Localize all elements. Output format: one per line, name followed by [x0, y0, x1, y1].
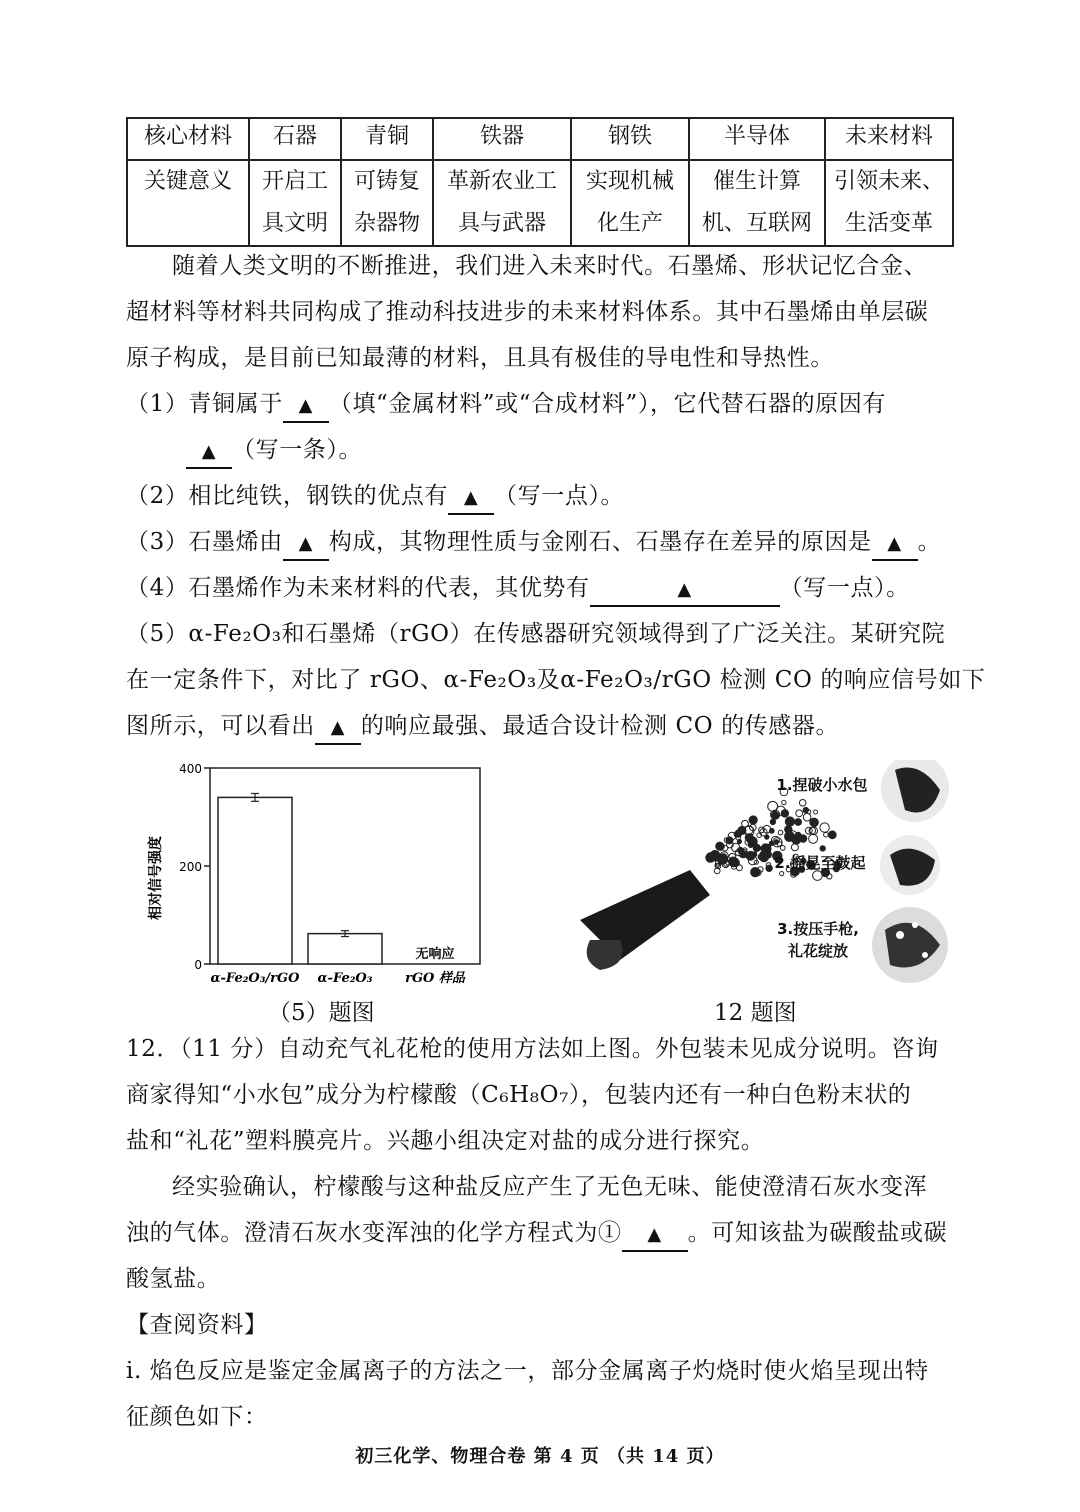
cell-text: 革新农业工 — [446, 169, 557, 194]
confetti-dot — [785, 826, 792, 833]
q12-line: 酸氢盐。 — [126, 1266, 221, 1292]
blank-mark: ▲ — [330, 717, 346, 738]
confetti-dot — [774, 840, 778, 844]
table-header-row — [127, 118, 953, 160]
figure-caption-12: 12 题图 — [714, 1000, 797, 1026]
question-text: 的响应最强、最适合设计检测 CO 的传感器。 — [360, 713, 840, 739]
cell-text: 生活变革 — [844, 211, 933, 236]
q12-line: 盐和“礼花”塑料膜亮片。兴趣小组决定对盐的成分进行探究。 — [126, 1128, 765, 1154]
materials-table — [126, 117, 954, 247]
table-cell — [433, 160, 571, 246]
question-5-line: （5）α-Fe₂O₃和石墨烯（rGO）在传感器研究领域得到了广泛关注。某研究院 — [126, 621, 946, 647]
passage-line: 超材料等材料共同构成了推动科技进步的未来材料体系。其中石墨烯由单层碳 — [126, 299, 929, 325]
confetti-dot — [778, 830, 783, 835]
cell-text: 关键意义 — [143, 169, 232, 194]
answer-blank[interactable] — [448, 481, 494, 515]
question-text: （4）石墨烯作为未来材料的代表，其优势有 — [126, 575, 590, 601]
x-tick-label: α-Fe₂O₃ — [317, 971, 373, 986]
cell-text: 杂器物 — [353, 211, 420, 236]
question-5-line — [126, 703, 958, 749]
step-photo-1 — [881, 760, 949, 822]
x-tick-labels — [211, 970, 466, 986]
confetti-dot — [720, 844, 725, 849]
y-tick-label: 0 — [194, 958, 202, 972]
confetti-dot — [785, 817, 794, 826]
table-cell — [127, 160, 249, 246]
confetti-dot — [770, 819, 775, 824]
confetti-dot — [799, 800, 806, 807]
answer-blank[interactable] — [872, 527, 918, 561]
x-tick-label: rGO 样品 — [405, 971, 465, 986]
confetti-dot — [795, 819, 802, 826]
blank-mark: ▲ — [463, 487, 479, 508]
q12-line: 12．（11 分）自动充气礼花枪的使用方法如上图。外包装未见成分说明。咨询 — [126, 1036, 939, 1062]
confetti-dot — [803, 813, 811, 821]
bar — [218, 797, 292, 964]
q12-line: 商家得知“小水包”成分为柠檬酸（C₆H₈O₇），包装内还有一种白色粉末状的 — [126, 1082, 912, 1108]
reference-line: 征颜色如下： — [126, 1404, 268, 1430]
y-ticks — [179, 762, 210, 972]
question-text: （填“金属材料”或“合成材料”），它代替石器的原因有 — [328, 391, 886, 417]
confetti-dot — [814, 810, 818, 814]
bars — [218, 793, 455, 964]
table-cell: 钢铁 — [571, 118, 689, 160]
question-5-line: 在一定条件下，对比了 rGO、α-Fe₂O₃及α-Fe₂O₃/rGO 检测 CO 的响应信号如下 — [126, 667, 986, 693]
step-label-3-line: 礼花绽放 — [787, 942, 848, 960]
question-text: 浊的气体。澄清石灰水变浑浊的化学方程式为① — [126, 1220, 622, 1246]
confetti-dot — [706, 853, 714, 861]
response-bar-chart — [140, 758, 520, 994]
blank-mark: ▲ — [298, 395, 314, 416]
question-2 — [126, 473, 958, 519]
cell-text: 化生产 — [596, 211, 663, 236]
confetti-dot — [781, 810, 788, 817]
question-text: （2）相比纯铁，钢铁的优点有 — [126, 483, 449, 509]
confetti-dot — [824, 832, 829, 837]
confetti-dot — [820, 846, 825, 851]
confetti-dot — [748, 837, 757, 846]
answer-blank[interactable] — [315, 711, 361, 745]
y-axis-label: 相对信号强度 — [148, 836, 164, 920]
cell-text: 实现机械 — [585, 169, 674, 194]
table-row — [127, 160, 953, 246]
confetti-dot — [771, 812, 779, 820]
answer-blank[interactable] — [283, 527, 329, 561]
confetti-dot — [809, 834, 818, 843]
step-photo-2 — [880, 835, 940, 895]
blank-mark: ▲ — [887, 533, 902, 554]
confetti-dot — [791, 844, 798, 851]
question-1-cont — [186, 427, 1018, 473]
table-cell — [249, 160, 341, 246]
cell-text: 开启工 — [261, 169, 328, 194]
cell-text: 机、互联网 — [701, 211, 812, 236]
hand-shape — [587, 940, 623, 970]
question-1 — [126, 381, 958, 427]
answer-blank[interactable] — [283, 389, 329, 423]
confetti-dot — [729, 857, 738, 866]
y-tick-label: 200 — [179, 860, 202, 874]
question-text: （写一条）。 — [232, 437, 363, 463]
table-cell: 未来材料 — [825, 118, 953, 160]
question-text: （写一点）。 — [494, 483, 625, 509]
bar — [308, 934, 382, 964]
cell-text: 可铸复 — [353, 169, 420, 194]
answer-blank[interactable] — [590, 573, 780, 607]
cell-text: 引领未来、 — [833, 169, 944, 194]
confetti-dot — [796, 810, 803, 817]
q12-line: 经实验确认，柠檬酸与这种盐反应产生了无色无味、能使澄清石灰水变浑 — [172, 1174, 928, 1200]
question-4 — [126, 565, 958, 611]
x-tick-label: α-Fe₂O₃/rGO — [210, 971, 300, 986]
confetti-dot — [780, 846, 785, 851]
confetti-dot — [799, 835, 806, 842]
question-3 — [126, 519, 958, 565]
table-cell: 核心材料 — [127, 118, 249, 160]
confetti-dot — [765, 835, 769, 839]
table-cell — [571, 160, 689, 246]
q12-line — [126, 1210, 958, 1256]
passage-line: 随着人类文明的不断推进，我们进入未来时代。石墨烯、形状记忆合金、 — [172, 253, 928, 279]
page-footer: 初三化学、物理合卷 第 4 页 （共 14 页） — [355, 1446, 725, 1467]
confetti-dot — [746, 851, 755, 860]
confetti-dot — [751, 868, 760, 877]
blank-mark: ▲ — [201, 441, 217, 462]
question-text: 。可知该盐为碳酸盐或碳 — [687, 1220, 948, 1246]
table-cell: 半导体 — [689, 118, 825, 160]
reference-title: 【查阅资料】 — [126, 1312, 268, 1338]
figure-caption-5: （5）题图 — [268, 1000, 375, 1026]
cell-text: 具与武器 — [457, 211, 546, 236]
question-text: 图所示，可以看出 — [126, 713, 315, 739]
confetti-dot — [782, 800, 786, 804]
answer-blank[interactable] — [186, 435, 232, 469]
cell-text: 催生计算 — [712, 169, 801, 194]
question-text: 构成，其物理性质与金刚石、石墨存在差异的原因是 — [328, 529, 872, 555]
table-cell — [341, 160, 433, 246]
cell-text: 具文明 — [261, 211, 328, 236]
table-cell: 铁器 — [433, 118, 571, 160]
blank-mark: ▲ — [647, 1224, 662, 1245]
question-text: （3）石墨烯由 — [126, 529, 283, 555]
y-tick-label: 400 — [179, 762, 202, 776]
table-cell: 青铜 — [341, 118, 433, 160]
answer-blank[interactable] — [622, 1218, 688, 1252]
step-label-3-line: 3.按压手枪, — [777, 920, 859, 938]
table-cell — [689, 160, 825, 246]
confetti-dot — [820, 823, 829, 832]
question-text: 。 — [917, 529, 942, 555]
table-cell: 石器 — [249, 118, 341, 160]
step-label-3 — [758, 918, 878, 962]
blank-mark: ▲ — [677, 579, 692, 600]
confetti-dot — [749, 816, 757, 824]
confetti-dot — [803, 807, 808, 812]
reference-line: i. 焰色反应是鉴定金属离子的方法之一，部分金属离子灼烧时使火焰呈现出特 — [126, 1358, 929, 1384]
table-cell — [825, 160, 953, 246]
step-label-2: 2.摇晃至鼓起 — [774, 854, 866, 872]
bar-annotation: 无响应 — [415, 947, 455, 962]
confetti-dot — [810, 818, 819, 827]
blank-mark: ▲ — [298, 533, 314, 554]
confetti-dot — [726, 837, 733, 844]
passage-line: 原子构成，是目前已知最薄的材料，且具有极佳的导电性和导热性。 — [126, 345, 834, 371]
confetti-dot — [828, 831, 836, 839]
confetti-dot — [768, 801, 778, 811]
step-photo-3 — [872, 907, 948, 983]
question-text: （1）青铜属于 — [126, 391, 283, 417]
question-text: （写一点）。 — [779, 575, 910, 601]
step-label-1: 1.捏破小水包 — [776, 776, 868, 794]
